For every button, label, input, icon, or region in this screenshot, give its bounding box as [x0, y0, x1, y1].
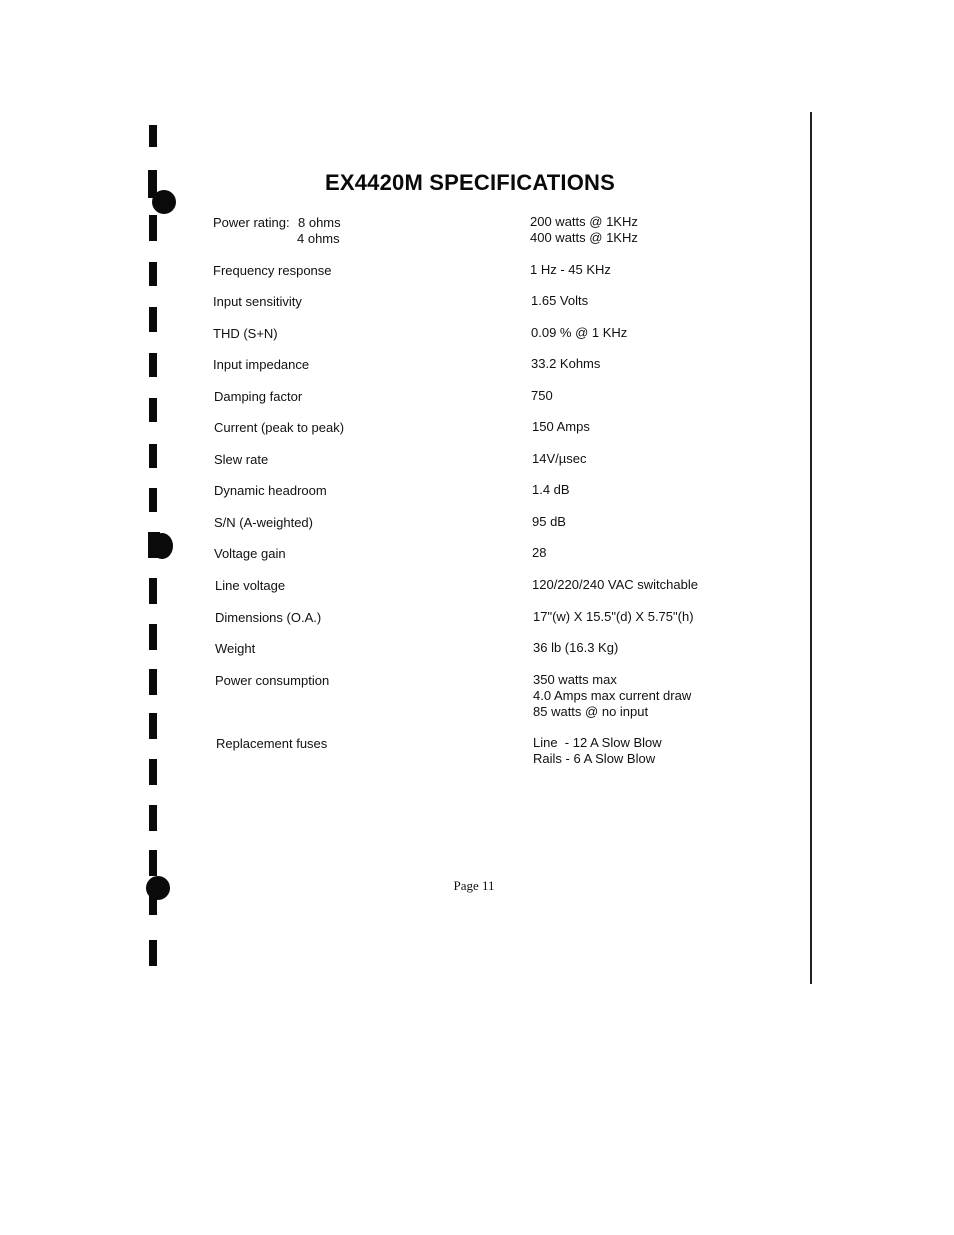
- binding-mark: [149, 488, 157, 512]
- spec-label-dimensions: Dimensions (O.A.): [215, 610, 322, 625]
- binding-mark: [149, 578, 157, 604]
- binding-mark: [149, 398, 157, 422]
- binding-mark: [149, 893, 157, 915]
- spec-value-power-4: 400 watts @ 1KHz: [530, 230, 638, 245]
- binding-mark: [149, 713, 157, 739]
- spec-label-power-consumption: Power consumption: [215, 673, 330, 688]
- spec-value-sn: 95 dB: [532, 514, 566, 529]
- spec-value-slew-rate: 14V/µsec: [532, 451, 587, 466]
- spec-label-current: Current (peak to peak): [214, 420, 345, 435]
- binding-mark: [149, 624, 157, 650]
- spec-value-current: 150 Amps: [532, 419, 590, 434]
- binding-mark: [149, 669, 157, 695]
- binding-hole: [151, 533, 173, 559]
- binding-mark: [149, 215, 157, 241]
- spec-value-voltage-gain: 28: [532, 545, 547, 560]
- binding-mark: [149, 940, 157, 966]
- spec-value-power-8: 200 watts @ 1KHz: [530, 214, 638, 229]
- spec-label-power-rating: Power rating:: [213, 215, 290, 230]
- spec-sub-4-ohms: 4 ohms: [297, 231, 340, 246]
- spec-label-weight: Weight: [215, 641, 256, 656]
- binding-mark: [149, 262, 157, 286]
- spec-value-power-consumption-3: 85 watts @ no input: [533, 704, 649, 719]
- binding-mark: [149, 850, 157, 876]
- spec-sub-8-ohms: 8 ohms: [298, 215, 341, 230]
- spec-label-voltage-gain: Voltage gain: [214, 546, 286, 561]
- spec-label-line-voltage: Line voltage: [215, 578, 286, 593]
- page-title: EX4420M SPECIFICATIONS: [324, 170, 616, 195]
- spec-value-dynamic-headroom: 1.4 dB: [532, 482, 570, 497]
- spec-value-dimensions: 17"(w) X 15.5"(d) X 5.75"(h): [533, 609, 694, 624]
- binding-mark: [149, 307, 157, 332]
- spec-value-frequency-response: 1 Hz - 45 KHz: [530, 262, 611, 277]
- spec-label-input-impedance: Input impedance: [213, 357, 310, 372]
- spec-label-input-sensitivity: Input sensitivity: [213, 294, 302, 309]
- spec-value-weight: 36 lb (16.3 Kg): [533, 640, 619, 655]
- spec-label-frequency-response: Frequency response: [213, 263, 332, 278]
- spec-label-damping-factor: Damping factor: [214, 389, 303, 404]
- spec-label-sn: S/N (A-weighted): [214, 515, 313, 530]
- binding-mark: [149, 759, 157, 785]
- spec-value-fuses-rails: Rails - 6 A Slow Blow: [533, 751, 656, 766]
- spec-label-slew-rate: Slew rate: [214, 452, 269, 467]
- spec-label-replacement-fuses: Replacement fuses: [216, 736, 328, 751]
- page-edge-line: [810, 112, 812, 984]
- binding-mark: [149, 805, 157, 831]
- binding-mark: [149, 125, 157, 147]
- spec-value-line-voltage: 120/220/240 VAC switchable: [532, 577, 698, 592]
- spec-label-thd: THD (S+N): [213, 326, 278, 341]
- spec-value-power-consumption-2: 4.0 Amps max current draw: [533, 688, 692, 703]
- spec-value-thd: 0.09 % @ 1 KHz: [531, 325, 628, 340]
- spec-value-damping-factor: 750: [531, 388, 553, 403]
- binding-mark: [149, 353, 157, 377]
- page-number: Page 11: [453, 878, 495, 893]
- spec-value-power-consumption-1: 350 watts max: [533, 672, 617, 687]
- spec-value-fuses-line: Line - 12 A Slow Blow: [533, 735, 662, 750]
- spec-label-dynamic-headroom: Dynamic headroom: [214, 483, 327, 498]
- binding-mark: [149, 444, 157, 468]
- spec-value-input-impedance: 33.2 Kohms: [531, 356, 601, 371]
- spec-value-input-sensitivity: 1.65 Volts: [531, 293, 589, 308]
